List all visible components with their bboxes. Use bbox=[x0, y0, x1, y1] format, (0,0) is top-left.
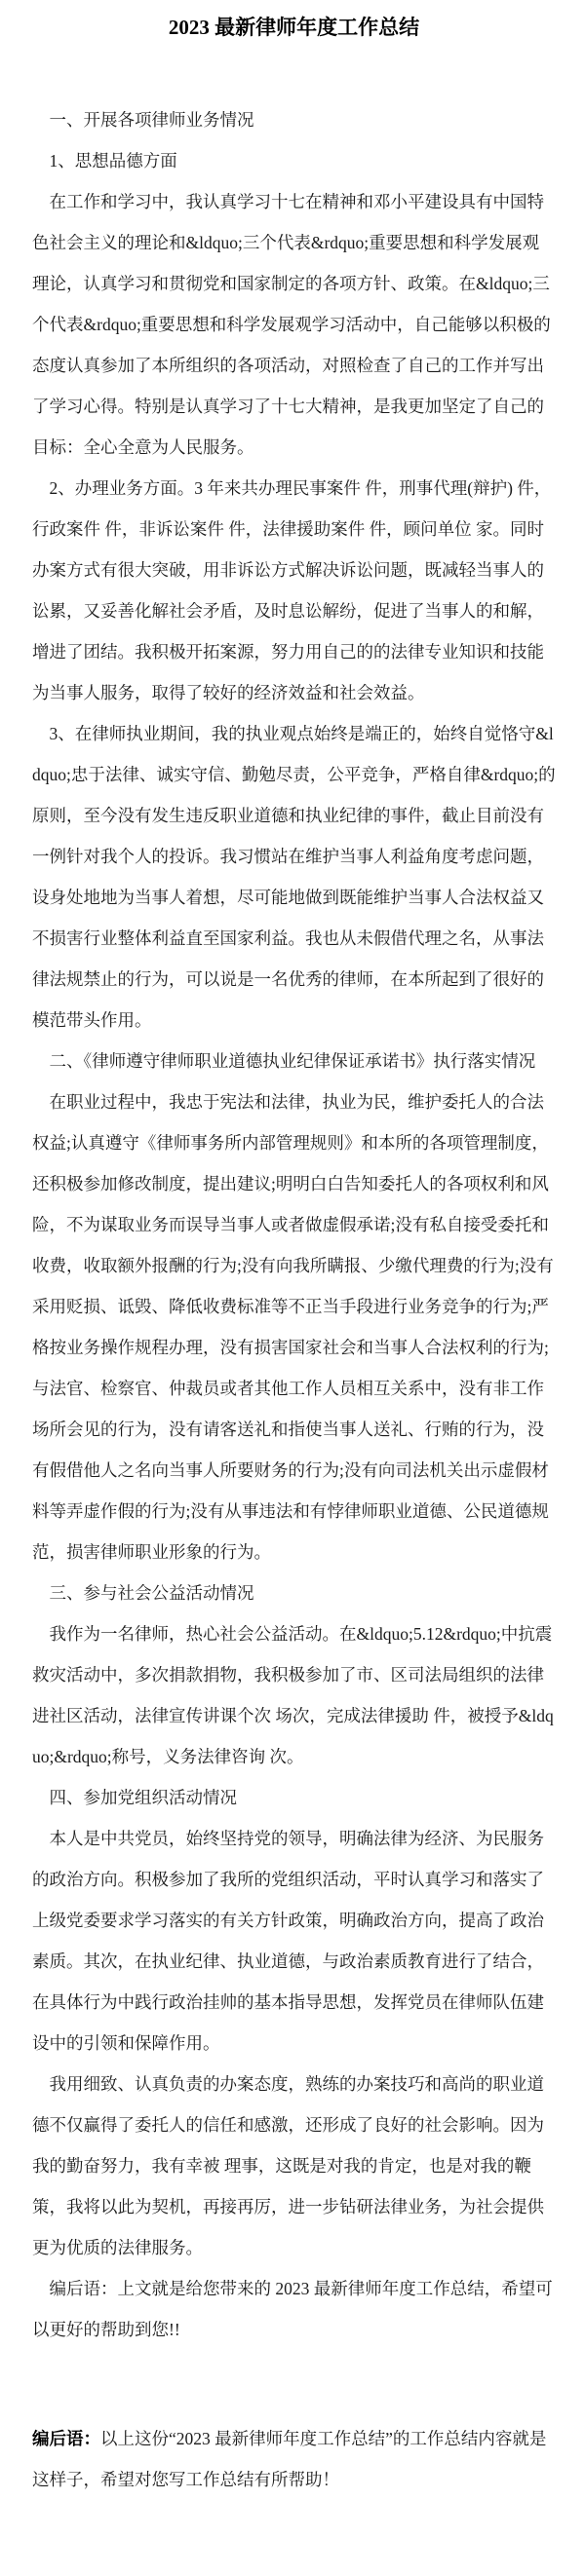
paragraph: 我作为一名律师，热心社会公益活动。在&ldquo;5.12&rdquo;中抗震救灾活动中，多次捐款捐物，我积极参加了市、区司法局组织的法律进社区活动，法律宣传讲课个次 场次，完成法律援助 件，被授予&ldquo;&rdquo;称号，义务法律咨询 次。 bbox=[32, 1624, 554, 1766]
page-title: 2023 最新律师年度工作总结 bbox=[168, 16, 420, 39]
paragraph: 我用细致、认真负责的办案态度，熟练的办案技巧和高尚的职业道德不仅赢得了委托人的信任和感激，还形成了良好的社会影响。因为我的勤奋努力，我有幸被 理事，这既是对我的肯定，也是对我的鞭策，我将以此为契机，再接再厉，进一步钻研法律业务，为社会提供更为优质的法律服务。 bbox=[32, 2074, 544, 2257]
editor-note-text: 以上这份“2023 最新律师年度工作总结”的工作总结内容就是这样子，希望对您写工作总结有所帮助！ bbox=[32, 2429, 547, 2489]
paragraph: 在职业过程中，我忠于宪法和法律，执业为民，维护委托人的合法权益;认真遵守《律师事务所内部管理规则》和本所的各项管理制度，还积极参加修改制度，提出建议;明明白白告知委托人的各项权利和风险，不为谋取业务而误导当事人或者做虚假承诺;没有私自接受委托和收费，收取额外报酬的行为;没有向我所瞒报、少缴代理费的行为;没有采用贬损、诋毁、降低收费标准等不正当手段进行业务竞争的行为;严格按业务操作规程办理，没有损害国家社会和当事人合法权利的行为;与法官、检察官、仲裁员或者其他工作人员相互关系中，没有非工作场所会见的行为，没有请客送礼和指使当事人送礼、行贿的行为，没有假借他人之名向当事人所要财务的行为;没有向司法机关出示虚假材料等弄虚作假的行为;没有从事违法和有悖律师职业道德、公民道德规范，损害律师职业形象的行为。 bbox=[32, 1092, 554, 1562]
paragraph: 2、办理业务方面。3 年来共办理民事案件 件，刑事代理(辩护) 件，行政案件 件，非诉讼案件 件，法律援助案件 件，顾问单位 家。同时办案方式有很大突破，用非诉讼方式解决诉讼问题，既减轻当事人的讼累，又妥善化解社会矛盾，及时息讼解纷，促进了当事人的和解，增进了团结。我积极开拓案源，努力用自己的的法律专业知识和技能为当事人服务，取得了较好的经济效益和社会效益。 bbox=[32, 478, 552, 702]
section-subheading-1: 1、思想品德方面 bbox=[49, 151, 177, 170]
editor-note-footer bbox=[32, 2418, 556, 2500]
paragraph: 本人是中共党员，始终坚持党的领导，明确法律为经济、为民服务的政治方向。积极参加了我所的党组织活动，平时认真学习和落实了上级党委要求学习落实的有关方针政策，明确政治方向，提高了政治素质。其次，在执业纪律、执业道德，与政治素质教育进行了结合，在具体行为中践行政治挂帅的基本指导思想，发挥党员在律师队伍建设中的引领和保障作用。 bbox=[32, 1829, 544, 2053]
section-heading-1: 一、开展各项律师业务情况 bbox=[49, 110, 254, 130]
paragraph: 在工作和学习中，我认真学习十七在精神和邓小平建设具有中国特色社会主义的理论和&ldquo;三个代表&rdquo;重要思想和科学发展观理论，认真学习和贯彻党和国家制定的各项方针、政策。在&ldquo;三个代表&rdquo;重要思想和科学发展观学习活动中，自己能够以积极的态度认真参加了本所组织的各项活动，对照检查了自己的工作并写出了学习心得。特别是认真学习了十七大精神，是我更加坚定了自己的目标：全心全意为人民服务。 bbox=[32, 192, 551, 457]
section-heading-3: 三、参与社会公益活动情况 bbox=[49, 1583, 254, 1603]
paragraph: 3、在律师执业期间，我的执业观点始终是端正的，始终自觉恪守&ldquo;忠于法律、诚实守信、勤勉尽责，公平竞争，严格自律&rdquo;的原则，至今没有发生违反职业道德和执业纪律的事件，截止目前没有一例针对我个人的投诉。我习惯站在维护当事人利益角度考虑问题，设身处地地为当事人着想，尽可能地做到既能维护当事人合法权益又不损害行业整体利益直至国家利益。我也从未假借代理之名，从事法律法规禁止的行为，可以说是一名优秀的律师，在本所起到了很好的模范带头作用。 bbox=[32, 724, 556, 1030]
section-heading-4: 四、参加党组织活动情况 bbox=[49, 1788, 237, 1807]
paragraph: 编后语：上文就是给您带来的 2023 最新律师年度工作总结，希望可以更好的帮助到您!! bbox=[32, 2279, 553, 2339]
section-heading-2: 二、《律师遵守律师职业道德执业纪律保证承诺书》执行落实情况 bbox=[49, 1051, 536, 1071]
editor-note-label: 编后语： bbox=[32, 2429, 100, 2448]
